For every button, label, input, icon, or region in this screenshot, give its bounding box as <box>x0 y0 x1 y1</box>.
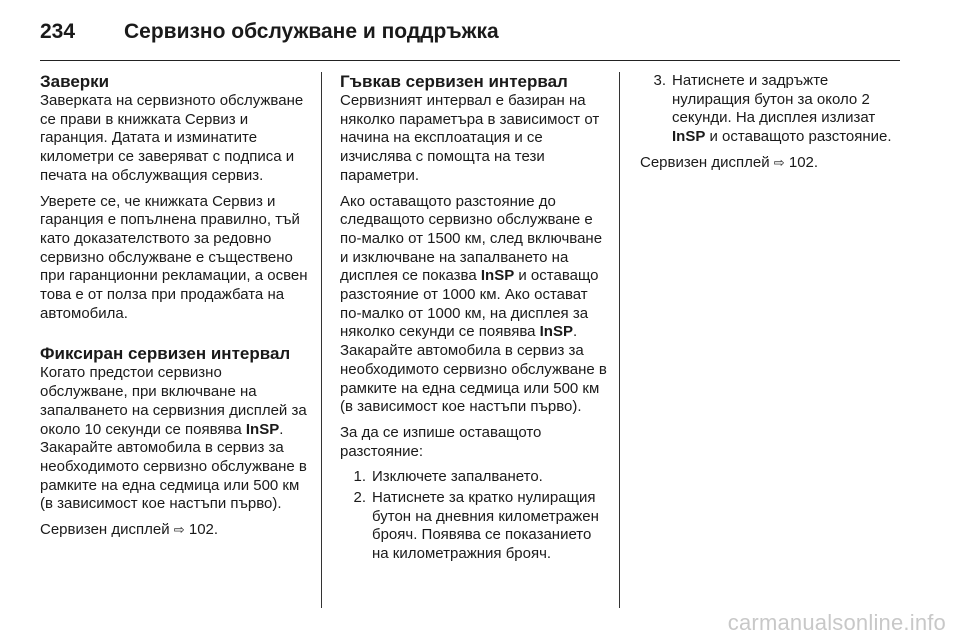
page-number: 234 <box>40 20 76 43</box>
display-code: InSP <box>539 323 573 341</box>
column-2 <box>340 72 610 571</box>
column-1 <box>40 72 310 547</box>
watermark: carmanualsonline.info <box>727 610 946 635</box>
cross-reference[interactable]: Сервизен дисплей ⇨ 102. <box>640 153 819 171</box>
cross-reference[interactable]: Сервизен дисплей ⇨ 102. <box>40 521 219 539</box>
page-title: Сервизно обслужване и поддръжка <box>124 20 499 43</box>
paragraph: За да се изпише оставащото разстояние: <box>340 423 542 460</box>
paragraph: Заверката на сервизното обслужване се прави в книжката Сервиз и гаранция. Датата и изминатите километри се заверяват с подписа и печата на обслужващия сервиз. <box>40 92 304 184</box>
paragraph: Сервизният интервал е базиран на няколко параметъра в зависимост от начина на експлоатация и се изчислява с помощта на тези параметри. <box>340 92 600 184</box>
page-reference-arrow-icon: ⇨ <box>173 522 185 538</box>
header-divider <box>40 60 900 61</box>
paragraph: Ако оставащото разстояние до следващото сервизно обслужване е по-малко от 1500 км, след включване и изключване на запалването на дисплея се показва InSP и оставащо разстояние от 1000 км. Ако остават по-малко от 1000 км, на дисплея за няколко секунди се появява InSP. Закарайте автомобила в сервиз за необходимото сервизно обслужване в рамките на една седмица или 500 км (в зависимост кое настъпи първо). <box>340 192 607 416</box>
paragraph: Когато предстои сервизно обслужване, при включване на запалването на сервизния дисплей за около 10 секунди се появява InSP. Закарайте автомобила в сервиз за необходимото сервизно обслужване в рамките на една седмица или 500 км (в зависимост кое настъпи първо). <box>40 364 307 513</box>
list-item: 1. Изключете запалването. <box>353 468 543 486</box>
list-item: 2. Натиснете за кратко нулиращия бутон на дневния километражен брояч. Появява се показанието на километражния брояч. <box>353 489 599 563</box>
paragraph: Уверете се, че книжката Сервиз и гаранция е попълнена правилно, тъй като доказателството за редовно сервизно обслужване е съществено при гаранционни рекламации, а освен това е от полза при продажбата на автомобила. <box>40 192 308 322</box>
list-item: 3. Натиснете и задръжте нулиращия бутон за около 2 секунди. На дисплея излизат InSP и оставащото разстояние. <box>653 72 892 146</box>
steps-list-continued <box>640 72 910 147</box>
display-code: InSP <box>480 267 515 285</box>
column-divider <box>321 72 322 608</box>
display-code: InSP <box>245 420 280 438</box>
section-heading-endorsements: Заверки <box>40 72 110 91</box>
section-heading-flexible-interval: Гъвкав сервизен интервал <box>340 72 568 91</box>
column-divider <box>619 72 620 608</box>
steps-list <box>340 468 610 564</box>
page-reference-arrow-icon: ⇨ <box>773 154 785 170</box>
display-code: InSP <box>672 128 706 146</box>
section-heading-fixed-interval: Фиксиран сервизен интервал <box>40 344 291 364</box>
page-header <box>40 10 920 54</box>
column-3 <box>640 72 910 180</box>
